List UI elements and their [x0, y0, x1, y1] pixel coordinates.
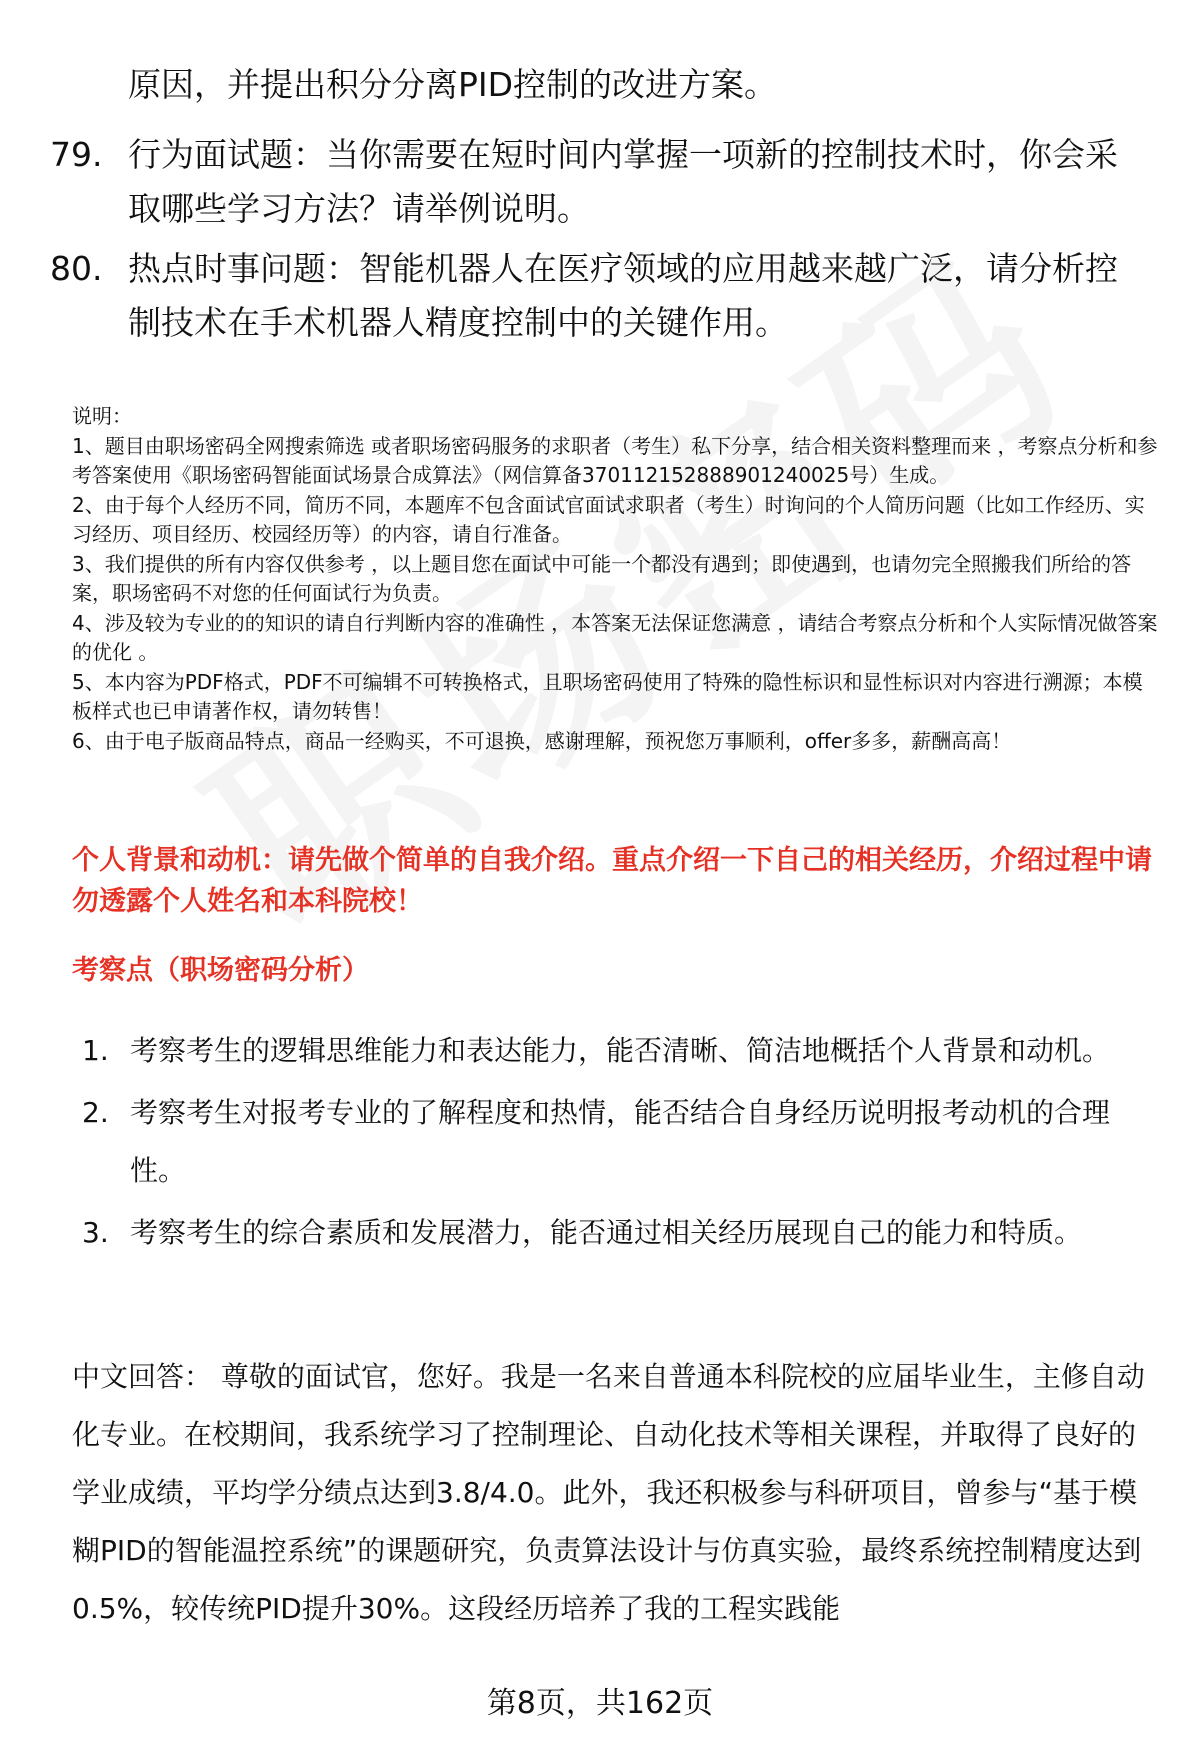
- question-78-continuation: 原因，并提出积分分离PID控制的改进方案。: [128, 65, 778, 104]
- note-item: 4、涉及较为专业的的知识的请自行判断内容的准确性 ，本答案无法保证您满意 ，请结合考察点分析和个人实际情况做答案的优化 。: [72, 610, 1158, 664]
- point-text: 考察考生的综合素质和发展潜力，能否通过相关经历展现自己的能力和特质。: [130, 1216, 1083, 1249]
- note-item: 2、由于每个人经历不同，简历不同，本题库不包含面试官面试求职者（考生）时询问的个人简历问题（比如工作经历、实习经历、项目经历、校园经历等）的内容，请自行准备。: [72, 492, 1145, 546]
- point-number: 1.: [82, 1034, 109, 1067]
- analysis-points: [82, 1022, 1152, 1266]
- disclaimer-notes: [72, 402, 1162, 756]
- question-text: 热点时事问题：智能机器人在医疗领域的应用越来越广泛，请分析控制技术在手术机器人精度控制中的关键作用。: [128, 249, 1118, 342]
- note-item: 1、题目由职场密码全网搜索筛选 或者职场密码服务的求职者（考生）私下分享，结合相关资料整理而来 ，考察点分析和参考答案使用《职场密码智能面试场景合成算法》（网信算备370112152888901240025号）生成。: [72, 433, 1158, 487]
- question-80: [50, 242, 1150, 350]
- notes-title: 说明：: [72, 404, 132, 428]
- point-number: 2.: [82, 1096, 109, 1129]
- note-item: 6、由于电子版商品特点，商品一经购买，不可退换，感谢理解，预祝您万事顺利，offer多多，薪酬高高！: [72, 728, 1012, 753]
- list-item: [82, 1022, 1152, 1080]
- list-item: [82, 1084, 1152, 1200]
- question-79: [50, 128, 1150, 236]
- section-title: 个人背景和动机：请先做个简单的自我介绍。重点介绍一下自己的相关经历，介绍过程中请勿透露个人姓名和本科院校！: [72, 845, 1152, 917]
- note-item: 3、我们提供的所有内容仅供参考 ，以上题目您在面试中可能一个都没有遇到；即使遇到，也请勿完全照搬我们所给的答案，职场密码不对您的任何面试行为负责。: [72, 551, 1132, 605]
- point-text: 考察考生对报考专业的了解程度和热情，能否结合自身经历说明报考动机的合理性。: [130, 1096, 1111, 1187]
- question-number: 80.: [50, 249, 103, 288]
- point-text: 考察考生的逻辑思维能力和表达能力，能否清晰、简洁地概括个人背景和动机。: [130, 1034, 1111, 1067]
- question-number: 79.: [50, 135, 103, 174]
- answer-paragraph: 中文回答： 尊敬的面试官，您好。我是一名来自普通本科院校的应届毕业生，主修自动化专业。在校期间，我系统学习了控制理论、自动化技术等相关课程，并取得了良好的学业成绩，平均学分绩点达到3.8/4.0。此外，我还积极参与科研项目，曾参与“基于模糊PID的智能温控系统”的课题研究，负责算法设计与仿真实验，最终系统控制精度达到0.5%，较传统PID提升30%。这段经历培养了我的工程实践能: [72, 1360, 1145, 1625]
- note-item: 5、本内容为PDF格式，PDF不可编辑不可转换格式，且职场密码使用了特殊的隐性标识和显性标识对内容进行溯源；本模板样式也已申请著作权，请勿转售！: [72, 669, 1143, 723]
- analysis-title: 考察点（职场密码分析）: [72, 955, 369, 986]
- question-text: 行为面试题：当你需要在短时间内掌握一项新的控制技术时，你会采取哪些学习方法？请举例说明。: [128, 135, 1118, 228]
- list-item: [82, 1204, 1152, 1262]
- page-number: 第8页，共162页: [486, 1686, 714, 1721]
- point-number: 3.: [82, 1216, 109, 1249]
